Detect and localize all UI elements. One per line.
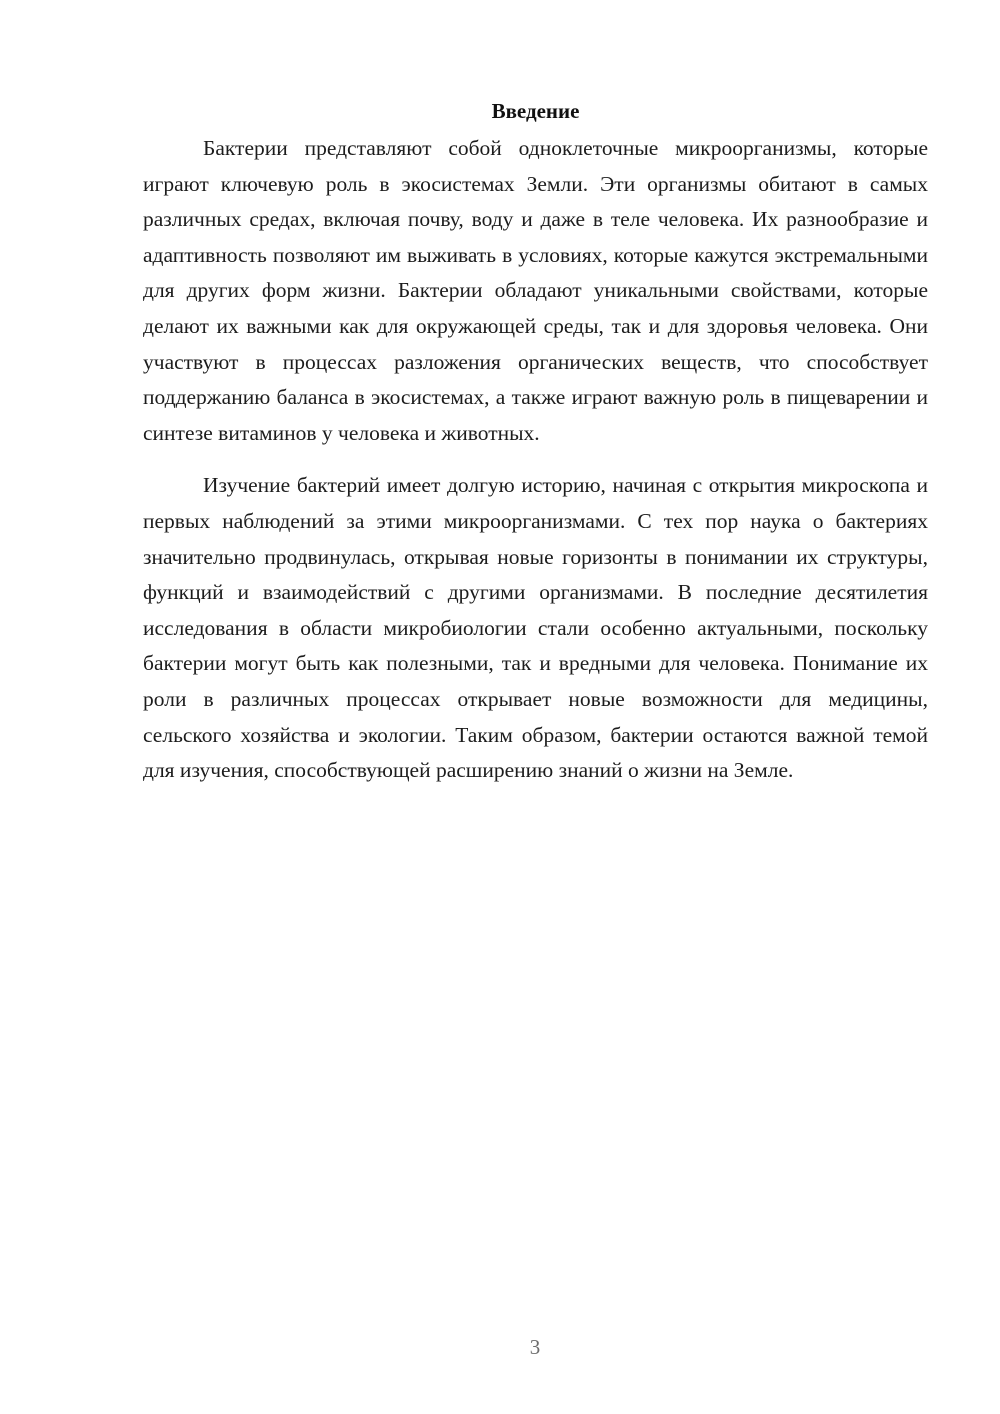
section-heading: Введение	[491, 99, 580, 123]
paragraph-1: Бактерии представляют собой одноклеточные микроорганизмы, которые играют ключевую роль в экосистемах Земли. Эти организмы обитают в самых различных средах, включая почву, воду и даже в теле человека. Их разнообразие и адаптивность позволяют им выживать в условиях, которые кажутся экстремальными для других форм жизни. Бактерии обладают уникальными свойствами, которые делают их важными как для окружающей среды, так и для здоровья человека. Они участвуют в процессах разложения органических веществ, что способствует поддержанию баланса в экосистемах, а также играют важную роль в пищеварении и синтезе витаминов у человека и животных.	[143, 136, 928, 445]
paragraph-2: Изучение бактерий имеет долгую историю, начиная с открытия микроскопа и первых наблюдений за этими микроорганизмами. С тех пор наука о бактериях значительно продвинулась, открывая новые горизонты в понимании их структуры, функций и взаимодействий с другими организмами. В последние десятилетия исследования в области микробиологии стали особенно актуальными, поскольку бактерии могут быть как полезными, так и вредными для человека. Понимание их роли в различных процессах открывает новые возможности для медицины, сельского хозяйства и экологии. Таким образом, бактерии остаются важной темой для изучения, способствующей расширению знаний о жизни на Земле.	[143, 473, 928, 783]
page-number: 3	[529, 1335, 541, 1359]
page-content	[143, 96, 928, 789]
